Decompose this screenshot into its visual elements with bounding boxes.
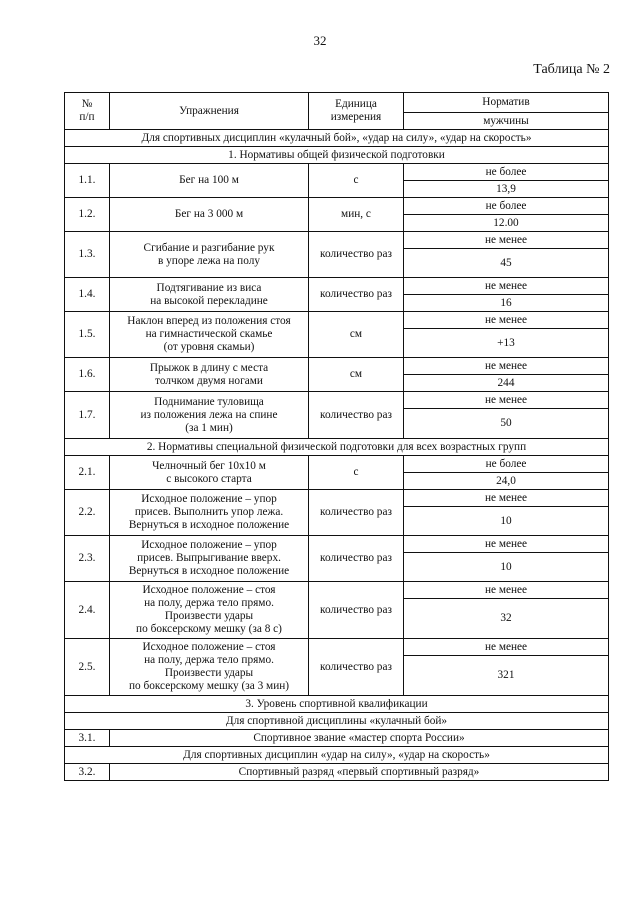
exercise-line: (от уровня скамьи)	[163, 341, 255, 353]
norm-condition: не менее	[404, 536, 609, 553]
unit-of-measure	[309, 278, 404, 312]
exercise-name	[110, 536, 309, 582]
table-row	[65, 358, 609, 375]
row-number: 2.3.	[65, 536, 110, 582]
header-num-line: №	[81, 98, 93, 110]
unit-line: с	[353, 174, 359, 186]
norm-value: 32	[404, 599, 609, 639]
row-number: 3.1.	[65, 730, 110, 747]
table-row	[65, 490, 609, 507]
row-number: 2.5.	[65, 639, 110, 696]
norm-value: 10	[404, 507, 609, 536]
norm-value: 244	[404, 375, 609, 392]
unit-of-measure	[309, 639, 404, 696]
discipline-a: Для спортивной дисциплины «кулачный бой»	[65, 713, 609, 730]
norm-condition: не менее	[404, 490, 609, 507]
section3-title: 3. Уровень спортивной квалификации	[65, 696, 609, 713]
disciplines-all: Для спортивных дисциплин «кулачный бой», «удар на силу», «удар на скорость»	[65, 130, 609, 147]
header-exercise: Упражнения	[110, 93, 309, 130]
table-row	[65, 164, 609, 181]
norm-value: 50	[404, 409, 609, 439]
unit-line: количество раз	[320, 408, 392, 421]
row-number: 3.2.	[65, 764, 110, 781]
row-number: 2.1.	[65, 456, 110, 490]
row-number: 2.4.	[65, 582, 110, 639]
table-row	[65, 456, 609, 473]
qualification-text: Спортивный разряд «первый спортивный разряд»	[110, 764, 609, 781]
norm-condition: не более	[404, 164, 609, 181]
row-number: 1.6.	[65, 358, 110, 392]
exercise-name	[110, 164, 309, 198]
header-unit-line: измерения	[330, 111, 382, 123]
norm-value: +13	[404, 329, 609, 358]
unit-of-measure	[309, 582, 404, 639]
exercise-line: присев. Выполнить упор лежа.	[134, 506, 284, 518]
section-title-row	[65, 147, 609, 164]
exercise-line: Исходное положение – упор	[141, 539, 277, 551]
section3-title-row	[65, 696, 609, 713]
exercise-line: Исходное положение – упор	[141, 493, 277, 505]
exercise-line: присев. Выпрыгивание вверх.	[137, 552, 281, 564]
exercise-line: Наклон вперед из положения стоя	[127, 315, 291, 327]
unit-line: количество раз	[320, 506, 392, 518]
exercise-line: по боксерскому мешку (за 3 мин)	[128, 680, 290, 692]
section2-title-row	[65, 439, 609, 456]
unit-line: с	[353, 466, 359, 478]
table-row	[65, 198, 609, 215]
table-row	[65, 232, 609, 249]
exercise-name	[110, 582, 309, 639]
disciplines-row	[65, 130, 609, 147]
discipline-b-row	[65, 747, 609, 764]
table-row	[65, 278, 609, 295]
exercise-name	[110, 490, 309, 536]
unit-of-measure	[309, 490, 404, 536]
exercise-line: Произвести удары	[164, 610, 254, 622]
norm-condition: не менее	[404, 582, 609, 599]
norm-condition: не менее	[404, 392, 609, 409]
norm-condition: не менее	[404, 232, 609, 249]
exercise-line: Вернуться в исходное положение	[128, 519, 290, 531]
exercise-name	[110, 232, 309, 278]
exercise-line: Бег на 100 м	[179, 174, 239, 186]
exercise-line: Исходное положение – стоя	[142, 641, 276, 653]
exercise-line: Вернуться в исходное положение	[128, 565, 290, 577]
unit-line: см	[349, 368, 363, 380]
exercise-name	[110, 358, 309, 392]
exercise-line: Прыжок в длину с места	[149, 361, 269, 374]
header-norm: Норматив	[404, 93, 609, 113]
exercise-line: Сгибание и разгибание рук	[143, 241, 275, 254]
discipline-b: Для спортивных дисциплин «удар на силу», «удар на скорость»	[65, 747, 609, 764]
exercise-line: толчком двумя ногами	[155, 374, 263, 387]
exercise-line: Поднимание туловища	[154, 395, 264, 408]
norm-value: 24,0	[404, 473, 609, 490]
unit-of-measure	[309, 456, 404, 490]
norm-condition: не более	[404, 456, 609, 473]
table-row	[65, 312, 609, 329]
section1-title: 1. Нормативы общей физической подготовки	[65, 147, 609, 164]
qualification-row	[65, 730, 609, 747]
table-row	[65, 392, 609, 409]
norms-table	[64, 92, 609, 781]
unit-of-measure	[309, 198, 404, 232]
unit-of-measure	[309, 232, 404, 278]
row-number: 1.5.	[65, 312, 110, 358]
table-row	[65, 536, 609, 553]
table-row	[65, 582, 609, 599]
exercise-line: Челночный бег 10х10 м	[152, 459, 266, 472]
exercise-name	[110, 278, 309, 312]
row-number: 2.2.	[65, 490, 110, 536]
table-caption: Таблица № 2	[533, 62, 610, 77]
unit-of-measure	[309, 536, 404, 582]
row-number: 1.4.	[65, 278, 110, 312]
unit-line: см	[349, 328, 363, 340]
norm-condition: не более	[404, 198, 609, 215]
norm-condition: не менее	[404, 278, 609, 295]
discipline-a-row	[65, 713, 609, 730]
exercise-line: из положения лежа на спине	[140, 408, 278, 421]
row-number: 1.1.	[65, 164, 110, 198]
unit-line: количество раз	[320, 248, 392, 260]
header-gender: мужчины	[404, 113, 609, 130]
unit-of-measure	[309, 312, 404, 358]
exercise-name	[110, 639, 309, 696]
exercise-line: Бег на 3 000 м	[174, 208, 244, 220]
exercise-line: (за 1 мин)	[185, 421, 233, 434]
page-number: 32	[313, 33, 327, 48]
exercise-line: с высокого старта	[166, 472, 252, 485]
norm-value: 10	[404, 553, 609, 582]
exercise-name	[110, 392, 309, 439]
exercise-line: на высокой перекладине	[150, 294, 268, 307]
unit-line: количество раз	[320, 288, 392, 300]
exercise-line: по боксерскому мешку (за 8 с)	[136, 623, 282, 635]
table-row	[65, 639, 609, 656]
exercise-line: в упоре лежа на полу	[158, 254, 260, 267]
header-row	[65, 93, 609, 113]
norm-condition: не менее	[404, 358, 609, 375]
row-number: 1.3.	[65, 232, 110, 278]
row-number: 1.2.	[65, 198, 110, 232]
exercise-line: на полу, держа тело прямо.	[144, 654, 274, 666]
unit-of-measure	[309, 392, 404, 439]
qualification-text: Спортивное звание «мастер спорта России»	[110, 730, 609, 747]
unit-of-measure	[309, 164, 404, 198]
exercise-line: Исходное положение – стоя	[142, 584, 276, 596]
qualification-row	[65, 764, 609, 781]
exercise-line: на гимнастической скамье	[145, 328, 273, 340]
unit-line: количество раз	[320, 660, 392, 673]
norm-value: 12.00	[404, 215, 609, 232]
exercise-line: Произвести удары	[164, 667, 254, 679]
norm-value: 45	[404, 249, 609, 278]
section2-title: 2. Нормативы специальной физической подготовки для всех возрастных групп	[65, 439, 609, 456]
header-unit-line: Единица	[335, 98, 377, 110]
header-unit	[309, 93, 404, 130]
exercise-name	[110, 198, 309, 232]
norm-value: 321	[404, 656, 609, 696]
norm-value: 16	[404, 295, 609, 312]
exercise-line: на полу, держа тело прямо.	[144, 597, 274, 609]
exercise-line: Подтягивание из виса	[156, 281, 262, 294]
row-number: 1.7.	[65, 392, 110, 439]
norm-condition: не менее	[404, 312, 609, 329]
unit-line: мин, с	[341, 208, 371, 220]
norm-value: 13,9	[404, 181, 609, 198]
norm-condition: не менее	[404, 639, 609, 656]
exercise-name	[110, 312, 309, 358]
header-num-line: п/п	[79, 111, 95, 123]
unit-line: количество раз	[320, 603, 392, 616]
exercise-name	[110, 456, 309, 490]
header-num	[65, 93, 110, 130]
unit-of-measure	[309, 358, 404, 392]
unit-line: количество раз	[320, 552, 392, 564]
